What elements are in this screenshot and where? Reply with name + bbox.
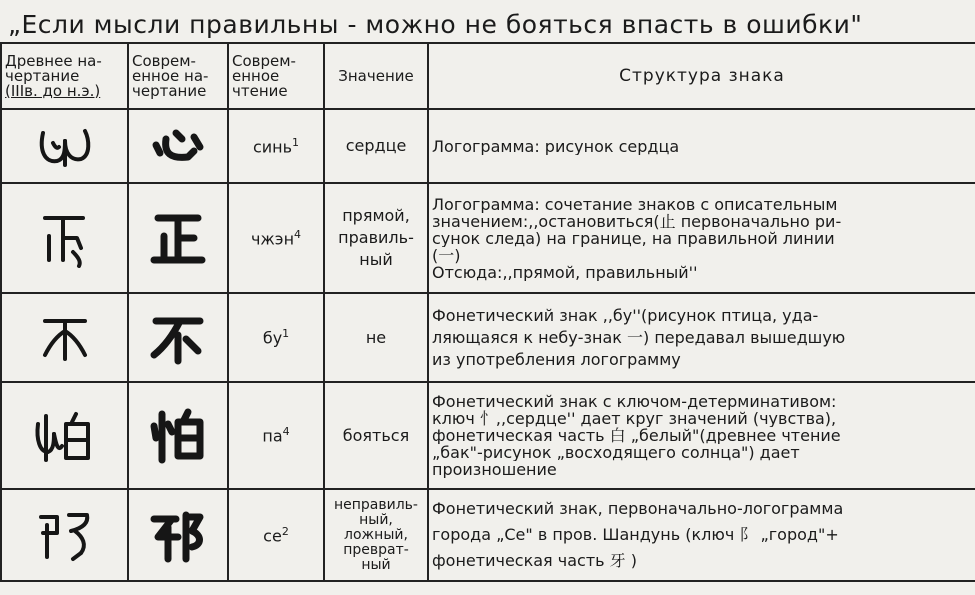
meaning-text: неправиль-: [334, 496, 418, 513]
meaning-text: сердце: [345, 136, 407, 155]
tone-number: 4: [282, 425, 290, 439]
modern-xin-glyph-icon: [148, 121, 208, 171]
header-modern-reading-line: Соврем-: [232, 51, 296, 70]
ancient-glyph-cell: [1, 109, 128, 183]
tone-number: 1: [282, 327, 290, 341]
reading-text: чжэн: [250, 229, 295, 249]
modern-bu-glyph-icon: [148, 311, 208, 365]
meaning-text: ный,: [359, 511, 393, 528]
structure-line: Фонетический знак, первоначально-логограмма: [432, 499, 844, 518]
structure-line: (一): [432, 246, 461, 264]
header-structure: Структура знака: [428, 43, 975, 109]
header-modern-reading: [228, 43, 324, 109]
structure-line: ключ 忄,,сердце'' дает круг значений (чувства),: [432, 410, 837, 427]
modern-pa-glyph-icon: [148, 406, 208, 466]
meaning-cell: [324, 382, 428, 489]
header-ancient-line: (IIIв. до н.э.): [5, 81, 101, 100]
meaning-text: правиль-: [338, 228, 414, 247]
table-row: [1, 489, 975, 581]
structure-cell: [428, 382, 975, 489]
meaning-cell: [324, 109, 428, 183]
meaning-text: ный: [361, 556, 391, 573]
modern-xie-glyph-icon: [148, 507, 208, 563]
structure-line: ляющаяся к небу-знак 一) передавал вышедшую: [432, 327, 846, 347]
reading-cell: [228, 293, 324, 382]
ancient-bu-glyph-icon: [35, 311, 95, 365]
header-ancient: [1, 43, 128, 109]
meaning-cell: [324, 293, 428, 382]
tone-number: 4: [294, 227, 302, 241]
structure-cell: [428, 109, 975, 183]
structure-cell: [428, 293, 975, 382]
meaning-text: ный: [359, 250, 393, 269]
reading-cell: [228, 489, 324, 581]
structure-line: Отсюда:,,прямой, правильный'': [432, 263, 698, 281]
ancient-glyph-cell: [1, 293, 128, 382]
reading-text: се: [263, 526, 282, 546]
structure-line: значением:,,остановиться(止 первоначально ри-: [432, 212, 842, 230]
structure-line: фонетическая часть 牙 ): [432, 551, 637, 570]
table-row: [1, 109, 975, 183]
meaning-cell: [324, 183, 428, 293]
meaning-text: бояться: [342, 425, 410, 445]
structure-line: из употребления логограмму: [432, 349, 681, 369]
header-modern-reading-line: чтение: [232, 81, 288, 100]
tone-number: 2: [281, 524, 289, 538]
reading-cell: [228, 183, 324, 293]
ancient-glyph-cell: [1, 489, 128, 581]
meaning-text: преврат-: [343, 541, 409, 558]
ancient-pa-glyph-icon: [32, 406, 98, 466]
structure-line: фонетическая часть 白 „белый"(древнее чтение: [432, 427, 841, 444]
page-title: „Если мысли правильны - можно не бояться впасть в ошибки": [8, 10, 863, 39]
table-header-row: [1, 43, 975, 109]
header-ancient-line: Древнее на-: [5, 51, 102, 70]
structure-line: Логограмма: рисунок сердца: [432, 137, 680, 155]
header-modern-reading-line: енное: [232, 66, 280, 85]
ancient-zheng-glyph-icon: [35, 208, 95, 268]
meaning-text: прямой,: [342, 206, 410, 225]
structure-line: Фонетический знак с ключом-детерминативом:: [432, 393, 837, 410]
header-modern-writing-line: чертание: [132, 81, 207, 100]
modern-glyph-cell: [128, 109, 228, 183]
modern-glyph-cell: [128, 183, 228, 293]
structure-line: „бак"-рисунок „восходящего солнца") дает: [432, 444, 800, 461]
structure-cell: [428, 183, 975, 293]
table-row: [1, 183, 975, 293]
structure-line: сунок следа) на границе, на правильной линии: [432, 229, 835, 247]
meaning-cell: [324, 489, 428, 581]
table-row: [1, 293, 975, 382]
reading-text: бу: [262, 328, 283, 348]
ancient-xin-glyph-icon: [35, 121, 95, 171]
meaning-text: ложный,: [344, 526, 408, 543]
modern-glyph-cell: [128, 489, 228, 581]
ancient-glyph-cell: [1, 382, 128, 489]
header-ancient-line: чертание: [5, 66, 80, 85]
reading-text: па: [262, 426, 283, 446]
modern-zheng-glyph-icon: [148, 208, 208, 268]
meaning-text: не: [365, 327, 387, 347]
reading-cell: [228, 109, 324, 183]
table-row: [1, 382, 975, 489]
structure-line: произношение: [432, 461, 557, 478]
reading-cell: [228, 382, 324, 489]
ancient-xie-glyph-icon: [35, 507, 95, 563]
header-modern-writing-line: Соврем-: [132, 51, 196, 70]
structure-line: Фонетический знак ,,бу''(рисунок птица, уда-: [432, 305, 819, 325]
tone-number: 1: [292, 135, 300, 149]
header-modern-writing: [128, 43, 228, 109]
reading-text: синь: [252, 137, 293, 157]
ancient-glyph-cell: [1, 183, 128, 293]
modern-glyph-cell: [128, 293, 228, 382]
characters-table: [0, 42, 975, 582]
structure-line: города „Се" в пров. Шандунь (ключ 阝 „город"+: [432, 525, 839, 544]
structure-line: Логограмма: сочетание знаков с описательным: [432, 195, 838, 213]
modern-glyph-cell: [128, 382, 228, 489]
header-meaning: Значение: [324, 43, 428, 109]
header-modern-writing-line: енное на-: [132, 66, 209, 85]
structure-cell: [428, 489, 975, 581]
